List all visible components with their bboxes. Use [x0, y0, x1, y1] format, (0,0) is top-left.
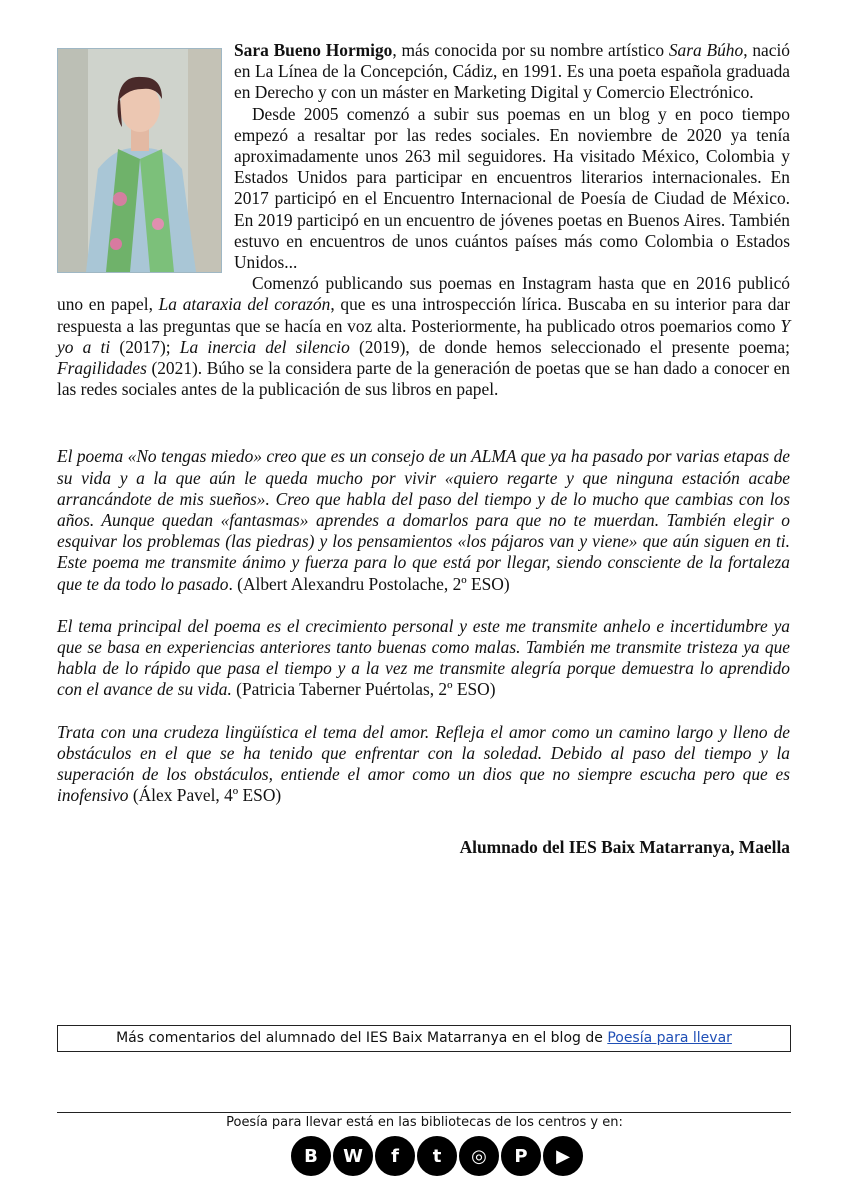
student-comments [57, 446, 790, 806]
bio-paragraph-1: Sara Bueno Hormigo, más conocida por su nombre artístico Sara Búho, nació en La Línea de la Concepción, Cádiz, en 1991. Es una poeta española graduada en Derecho y con un máster en Marketing Digital y Comercio Electrónico. [234, 40, 790, 103]
bio-paragraph-2: Desde 2005 comenzó a subir sus poemas en un blog y en poco tiempo empezó a resaltar por las redes sociales. En noviembre de 2020 ya tenía aproximadamente unos 263 mil seguidores. Ha visitado México, Colombia y Estados Unidos para participar en encuentros literarios internacionales. En 2017 participó en el Encuentro Internacional de Poesía de Ciudad de México. En 2019 participó en un encuentro de jóvenes poetas en Buenos Aires. También estuvo en encuentros de unos cuántos países más como Colombia o Estados Unidos... [234, 103, 790, 273]
footer-divider [57, 1112, 791, 1113]
facebook-icon[interactable]: f [375, 1136, 415, 1176]
author-bio [57, 40, 790, 400]
wordpress-icon[interactable]: W [333, 1136, 373, 1176]
footer-text: Poesía para llevar está en las bibliotecas de los centros y en: [226, 1115, 623, 1130]
author-portrait-image [58, 49, 221, 272]
blog-link[interactable]: Poesía para llevar [607, 1030, 732, 1046]
bio-paragraph-3: Comenzó publicando sus poemas en Instagram hasta que en 2016 publicó uno en papel, La ataraxia del corazón, que es una introspección lírica. Buscaba en su interior para dar respuesta a las preguntas que se hacía en voz alta. Posteriormente, ha publicado otros poemarios como Y yo a ti (2017); La inercia del silencio (2019), de donde hemos seleccionado el presente poema; Fragilidades (2021). Búho se la considera parte de la generación de poetas que se han dado a conocer en las redes sociales antes de la publicación de sus libros en papel. [57, 273, 790, 400]
social-icons [291, 1136, 583, 1176]
instagram-icon[interactable]: ◎ [459, 1136, 499, 1176]
comment-3: Trata con una crudeza lingüística el tema del amor. Refleja el amor como un camino largo y lleno de obstáculos en el que se ha tenido que enfrentar con la soledad. Debido al paso del tiempo y la superación de los obstáculos, entiende el amor como un dios que no siempre escucha pero que es inofensivo (Álex Pavel, 4º ESO) [57, 721, 790, 806]
author-alias: Sara Búho [668, 40, 744, 60]
document-page [57, 40, 790, 858]
more-comments-box: Más comentarios del alumnado del IES Baix Matarranya en el blog de Poesía para llevar [57, 1025, 791, 1052]
comment-2: El tema principal del poema es el crecimiento personal y este me transmite anhelo e incertidumbre ya que se basa en experiencias anteriores tanto buenas como malas. También me transmite tristeza ya que habla de lo rápido que pasa el tiempo y a la vez me transmite alegría porque demuestra lo aprendido con el avance de su vida. (Patricia Taberner Puértolas, 2º ESO) [57, 615, 790, 700]
pinterest-icon[interactable]: P [501, 1136, 541, 1176]
blogger-icon[interactable]: B [291, 1136, 331, 1176]
twitter-icon[interactable]: t [417, 1136, 457, 1176]
author-photo [57, 48, 222, 273]
signature: Alumnado del IES Baix Matarranya, Maella [459, 836, 790, 857]
youtube-icon[interactable]: ▶ [543, 1136, 583, 1176]
comment-1: El poema «No tengas miedo» creo que es un consejo de un ALMA que ya ha pasado por varias etapas de su vida y a la que aún le queda mucho por vivir «quiero regarte y que ninguna estación acabe arrancándote de mis sueños». Creo que habla del paso del tiempo y de lo mucho que cambias con los años. Aunque quedan «fantasmas» aprendes a domarlos para que no te muerdan. También elegir o esquivar los problemas (las piedras) y los pensamientos «los pájaros van y viene» que aún siguen en ti. Este poema me transmite ánimo y fuerza para lo que está por llegar, siendo consciente de la fortaleza que te da todo lo pasado. (Albert Alexandru Postolache, 2º ESO) [57, 446, 790, 594]
author-name: Sara Bueno Hormigo [234, 40, 393, 60]
